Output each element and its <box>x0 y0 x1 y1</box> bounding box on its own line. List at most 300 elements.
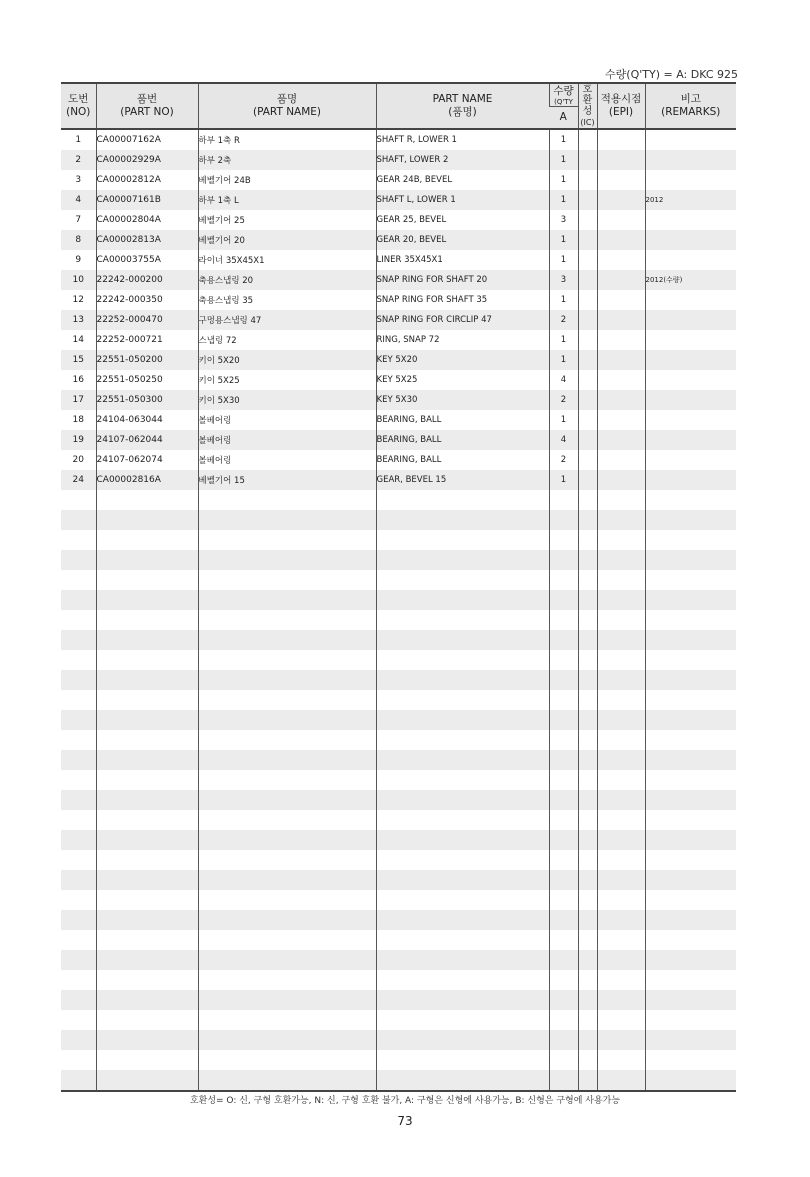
row-name-kr <box>198 890 376 910</box>
row-qty <box>549 1030 578 1050</box>
row-ic <box>578 310 597 330</box>
row-name-en: KEY 5X30 <box>376 390 549 410</box>
row-part-no: 22551-050300 <box>96 390 198 410</box>
row-name-kr <box>198 610 376 630</box>
row-ic <box>578 990 597 1010</box>
row-epi <box>597 1030 645 1050</box>
row-part-no <box>96 1010 198 1030</box>
row-remarks <box>645 790 736 810</box>
row-no: 10 <box>61 270 96 290</box>
row-part-no <box>96 890 198 910</box>
row-part-no <box>96 1050 198 1070</box>
row-qty <box>549 850 578 870</box>
row-qty <box>549 970 578 990</box>
table-row <box>61 129 736 150</box>
empty-row <box>61 890 736 910</box>
row-remarks: 2012 <box>645 190 736 210</box>
row-part-no: CA00002812A <box>96 170 198 190</box>
row-name-en: BEARING, BALL <box>376 410 549 430</box>
row-epi <box>597 250 645 270</box>
row-qty: 1 <box>549 230 578 250</box>
row-ic <box>578 370 597 390</box>
row-no: 3 <box>75 175 82 185</box>
row-ic <box>578 970 597 990</box>
row-name-kr <box>198 490 376 510</box>
row-name-kr <box>198 830 376 850</box>
row-epi <box>597 730 645 750</box>
empty-row <box>61 610 736 630</box>
row-part-no <box>96 950 198 970</box>
row-remarks <box>645 1030 736 1050</box>
row-part-no: 22252-000721 <box>96 330 198 350</box>
row-qty <box>549 790 578 810</box>
row-qty: 1 <box>549 410 578 430</box>
row-qty: 1 <box>549 250 578 270</box>
row-no: 4 <box>61 190 96 210</box>
empty-row <box>61 910 736 930</box>
row-name-kr: 구멍용스냅링 47 <box>198 310 376 330</box>
row-name-en <box>376 650 549 670</box>
row-part-no <box>96 630 198 650</box>
empty-row <box>61 550 736 570</box>
row-epi <box>597 450 645 470</box>
row-no: 14 <box>72 335 84 345</box>
row-qty <box>549 770 578 790</box>
table-row <box>61 230 736 250</box>
row-epi <box>597 750 645 770</box>
row-part-no <box>96 870 198 890</box>
row-ic <box>578 430 597 450</box>
row-epi <box>597 310 645 330</box>
empty-row <box>61 710 736 730</box>
row-epi <box>597 150 645 170</box>
empty-row <box>61 950 736 970</box>
empty-row <box>61 770 736 790</box>
row-part-no <box>96 710 198 730</box>
row-qty <box>549 910 578 930</box>
row-remarks <box>645 390 736 410</box>
row-ic <box>578 290 597 310</box>
row-name-en <box>376 910 549 930</box>
row-ic <box>578 150 597 170</box>
row-no: 16 <box>72 375 84 385</box>
row-qty <box>549 670 578 690</box>
row-ic <box>578 930 597 950</box>
row-qty <box>549 730 578 750</box>
empty-row <box>61 1030 736 1050</box>
row-name-en <box>376 1050 549 1070</box>
header-part-no: 품번 (PART NO) <box>96 83 198 129</box>
row-part-no: CA00002816A <box>96 470 198 490</box>
row-qty <box>549 690 578 710</box>
row-ic <box>578 870 597 890</box>
row-remarks <box>645 770 736 790</box>
row-name-kr: 축용스냅링 35 <box>198 290 376 310</box>
row-name-en <box>376 570 549 590</box>
row-no: 18 <box>72 415 84 425</box>
row-ic <box>578 830 597 850</box>
empty-row <box>61 510 736 530</box>
header-part-name-en: PART NAME (품명) <box>376 83 549 129</box>
empty-row <box>61 1070 736 1091</box>
row-remarks <box>645 350 736 370</box>
row-qty <box>549 630 578 650</box>
row-qty <box>549 530 578 550</box>
row-qty <box>549 750 578 770</box>
row-name-kr <box>198 570 376 590</box>
row-name-kr: 볼베어링 <box>198 450 376 470</box>
row-no: 15 <box>61 350 96 370</box>
row-name-kr: 라이너 35X45X1 <box>198 250 376 270</box>
empty-row <box>61 570 736 590</box>
row-qty: 1 <box>549 150 578 170</box>
row-name-en <box>376 1070 549 1091</box>
row-no: 7 <box>75 215 82 225</box>
row-ic <box>578 650 597 670</box>
row-part-no: 22242-000200 <box>96 270 198 290</box>
row-ic <box>578 350 597 370</box>
row-name-en <box>376 1030 549 1050</box>
row-epi <box>597 129 645 150</box>
row-ic <box>578 470 597 490</box>
row-no <box>61 690 96 710</box>
row-name-en: KEY 5X25 <box>376 370 549 390</box>
row-epi <box>597 590 645 610</box>
row-part-no: 24104-063044 <box>96 410 198 430</box>
empty-row <box>61 850 736 870</box>
compatibility-legend: 호환성= O: 신, 구형 호환가능, N: 신, 구형 호환 불가, A: 구형은 신형에 사용가능, B: 신형은 구형에 사용가능 <box>189 1096 621 1106</box>
row-epi <box>597 990 645 1010</box>
row-part-no <box>96 530 198 550</box>
row-qty <box>549 950 578 970</box>
row-epi <box>597 910 645 930</box>
row-name-kr <box>198 670 376 690</box>
row-part-no <box>96 1070 198 1091</box>
row-no <box>61 790 96 810</box>
row-remarks <box>645 330 736 350</box>
row-remarks <box>645 990 736 1010</box>
row-remarks <box>645 890 736 910</box>
row-name-kr: 하부 1축 L <box>198 190 376 210</box>
row-name-kr <box>198 970 376 990</box>
row-ic <box>578 810 597 830</box>
row-ic <box>578 570 597 590</box>
row-epi <box>597 210 645 230</box>
row-name-en <box>376 970 549 990</box>
row-ic <box>578 530 597 550</box>
row-part-no: CA00007162A <box>96 129 198 150</box>
row-part-no <box>96 830 198 850</box>
row-name-en <box>376 850 549 870</box>
row-name-en <box>376 730 549 750</box>
row-name-kr <box>198 850 376 870</box>
row-remarks <box>645 930 736 950</box>
row-qty <box>549 590 578 610</box>
row-remarks <box>645 410 736 430</box>
row-remarks <box>645 210 736 230</box>
row-ic <box>578 850 597 870</box>
row-epi <box>597 290 645 310</box>
row-remarks <box>645 290 736 310</box>
row-remarks <box>645 690 736 710</box>
row-remarks <box>645 450 736 470</box>
row-qty <box>549 570 578 590</box>
row-part-no: 22242-000350 <box>96 290 198 310</box>
row-ic <box>578 670 597 690</box>
row-epi <box>597 550 645 570</box>
row-epi <box>597 490 645 510</box>
row-name-en <box>376 930 549 950</box>
row-part-no <box>96 810 198 830</box>
row-ic <box>578 730 597 750</box>
row-no <box>61 650 96 670</box>
row-qty: 3 <box>549 270 578 290</box>
row-epi <box>597 970 645 990</box>
row-no <box>61 610 96 630</box>
row-qty <box>549 810 578 830</box>
row-name-en: GEAR 25, BEVEL <box>376 210 549 230</box>
row-epi <box>597 430 645 450</box>
header-ic: 호 환 성 (IC) <box>578 83 597 129</box>
row-name-kr <box>198 990 376 1010</box>
empty-row <box>61 590 736 610</box>
row-ic <box>578 950 597 970</box>
row-qty <box>549 1010 578 1030</box>
row-epi <box>597 1070 645 1091</box>
empty-row <box>61 1010 736 1030</box>
header-remarks: 비고 (REMARKS) <box>645 83 736 129</box>
row-name-en: SHAFT L, LOWER 1 <box>376 190 549 210</box>
row-remarks <box>645 650 736 670</box>
row-part-no <box>96 590 198 610</box>
row-epi <box>597 670 645 690</box>
row-name-en <box>376 950 549 970</box>
row-remarks <box>645 590 736 610</box>
row-name-kr <box>198 790 376 810</box>
row-qty <box>549 1050 578 1070</box>
row-remarks <box>645 610 736 630</box>
row-ic <box>578 490 597 510</box>
row-name-kr: 베벨기어 25 <box>198 210 376 230</box>
table-row <box>61 370 736 390</box>
row-ic <box>578 770 597 790</box>
row-remarks <box>645 570 736 590</box>
row-name-en: KEY 5X20 <box>376 350 549 370</box>
row-ic <box>578 1050 597 1070</box>
row-name-kr <box>198 550 376 570</box>
row-name-kr <box>198 630 376 650</box>
empty-row <box>61 630 736 650</box>
row-name-kr: 베벨기어 20 <box>198 230 376 250</box>
row-part-no <box>96 770 198 790</box>
row-epi <box>597 330 645 350</box>
row-name-kr <box>198 1070 376 1091</box>
empty-row <box>61 730 736 750</box>
row-no <box>61 630 96 650</box>
row-ic <box>578 410 597 430</box>
row-epi <box>597 1010 645 1030</box>
row-part-no: CA00007161B <box>96 190 198 210</box>
row-part-no <box>96 650 198 670</box>
row-name-en: SNAP RING FOR SHAFT 20 <box>376 270 549 290</box>
row-ic <box>578 210 597 230</box>
row-part-no <box>96 750 198 770</box>
row-no <box>61 570 96 590</box>
row-name-en: RING, SNAP 72 <box>376 330 549 350</box>
row-no: 9 <box>75 255 82 265</box>
row-ic <box>578 390 597 410</box>
header-no: 도번 (NO) <box>61 83 96 129</box>
row-name-kr <box>198 710 376 730</box>
row-name-en: BEARING, BALL <box>376 430 549 450</box>
row-ic <box>578 750 597 770</box>
row-name-kr: 하부 2축 <box>198 150 376 170</box>
table-row <box>61 450 736 470</box>
row-no <box>61 810 96 830</box>
row-part-no <box>96 970 198 990</box>
row-part-no: CA00002929A <box>96 150 198 170</box>
row-name-kr <box>198 690 376 710</box>
row-name-en: LINER 35X45X1 <box>376 250 549 270</box>
row-ic <box>578 1030 597 1050</box>
row-qty: 4 <box>549 370 578 390</box>
row-name-kr <box>198 1050 376 1070</box>
row-no <box>61 1030 96 1050</box>
row-ic <box>578 890 597 910</box>
row-qty: 1 <box>549 190 578 210</box>
row-epi <box>597 570 645 590</box>
row-no <box>61 910 96 930</box>
row-name-en: GEAR 20, BEVEL <box>376 230 549 250</box>
row-epi <box>597 810 645 830</box>
row-ic <box>578 590 597 610</box>
row-no: 12 <box>72 295 84 305</box>
row-qty <box>549 610 578 630</box>
row-part-no: 24107-062044 <box>96 430 198 450</box>
row-epi <box>597 350 645 370</box>
row-no <box>61 1010 96 1030</box>
row-name-en <box>376 690 549 710</box>
row-epi <box>597 950 645 970</box>
empty-row <box>61 530 736 550</box>
row-name-en: BEARING, BALL <box>376 450 549 470</box>
row-name-kr: 볼베어링 <box>198 410 376 430</box>
row-remarks <box>645 950 736 970</box>
row-no <box>61 750 96 770</box>
row-qty: 1 <box>549 129 578 150</box>
table-row <box>61 330 736 350</box>
table-row <box>61 470 736 490</box>
row-remarks <box>645 170 736 190</box>
empty-row <box>61 810 736 830</box>
row-no <box>61 510 96 530</box>
row-name-en <box>376 710 549 730</box>
row-epi <box>597 930 645 950</box>
row-no <box>61 890 96 910</box>
row-ic <box>578 630 597 650</box>
row-part-no <box>96 610 198 630</box>
row-name-en <box>376 990 549 1010</box>
row-name-kr: 베벨기어 24B <box>198 170 376 190</box>
row-remarks <box>645 430 736 450</box>
row-qty: 1 <box>549 470 578 490</box>
table-row <box>61 310 736 330</box>
row-qty: 2 <box>549 310 578 330</box>
row-remarks <box>645 150 736 170</box>
row-name-kr <box>198 870 376 890</box>
row-name-en: SNAP RING FOR SHAFT 35 <box>376 290 549 310</box>
row-epi <box>597 650 645 670</box>
row-qty: 1 <box>549 330 578 350</box>
row-ic <box>578 170 597 190</box>
empty-row <box>61 830 736 850</box>
row-name-kr <box>198 590 376 610</box>
row-name-kr: 키이 5X25 <box>198 370 376 390</box>
parts-table <box>61 82 736 1092</box>
table-row <box>61 430 736 450</box>
row-epi <box>597 230 645 250</box>
row-ic <box>578 190 597 210</box>
row-qty <box>549 490 578 510</box>
row-no <box>61 550 96 570</box>
row-epi <box>597 690 645 710</box>
row-name-kr <box>198 530 376 550</box>
row-name-en <box>376 510 549 530</box>
row-part-no <box>96 910 198 930</box>
row-name-kr <box>198 950 376 970</box>
row-remarks <box>645 510 736 530</box>
row-epi <box>597 170 645 190</box>
row-epi <box>597 830 645 850</box>
row-remarks <box>645 730 736 750</box>
row-no <box>61 1050 96 1070</box>
row-qty <box>549 930 578 950</box>
row-name-kr <box>198 770 376 790</box>
row-name-en <box>376 1010 549 1030</box>
row-name-kr <box>198 1030 376 1050</box>
row-part-no <box>96 490 198 510</box>
row-no <box>61 590 96 610</box>
row-name-kr: 스냅링 72 <box>198 330 376 350</box>
row-no <box>61 710 96 730</box>
row-remarks <box>645 1070 736 1091</box>
empty-row <box>61 750 736 770</box>
row-name-en <box>376 870 549 890</box>
row-remarks <box>645 670 736 690</box>
table-row <box>61 190 736 210</box>
row-qty <box>549 510 578 530</box>
row-part-no <box>96 990 198 1010</box>
row-qty: 1 <box>549 350 578 370</box>
row-epi <box>597 370 645 390</box>
table-row <box>61 270 736 290</box>
row-qty <box>549 830 578 850</box>
row-remarks <box>645 810 736 830</box>
row-name-kr <box>198 510 376 530</box>
row-part-no <box>96 730 198 750</box>
row-epi <box>597 470 645 490</box>
row-qty <box>549 710 578 730</box>
row-no: 1 <box>75 135 82 145</box>
row-no <box>61 870 96 890</box>
row-epi <box>597 850 645 870</box>
row-no <box>61 770 96 790</box>
row-epi <box>597 710 645 730</box>
row-qty: 3 <box>549 210 578 230</box>
row-epi <box>597 890 645 910</box>
row-name-kr <box>198 730 376 750</box>
row-remarks <box>645 550 736 570</box>
